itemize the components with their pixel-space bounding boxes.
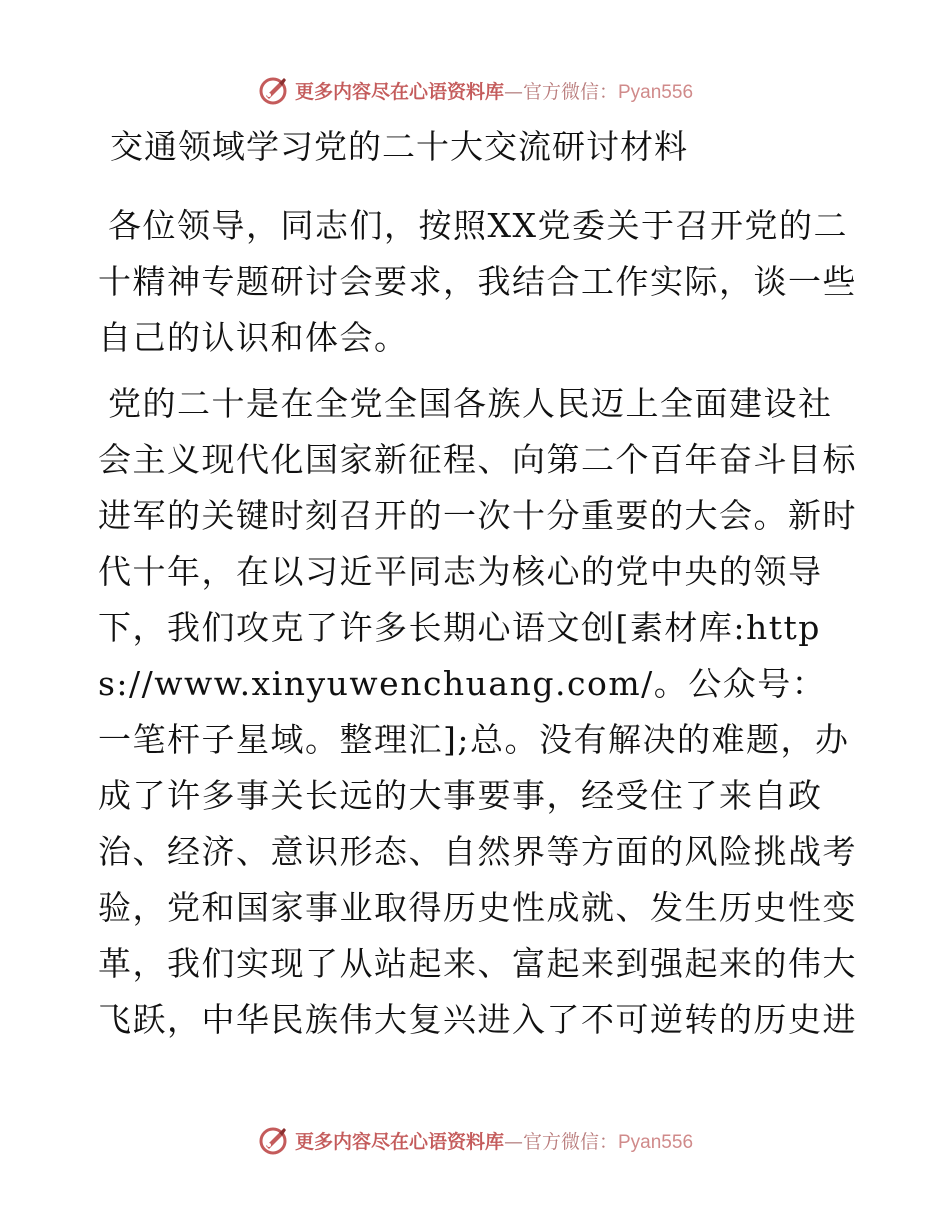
document-title: 交通领域学习党的二十大交流研讨材料 (110, 127, 688, 166)
watermark-id: Pyan556 (618, 1131, 694, 1153)
document-body (98, 122, 858, 1048)
watermark-text (295, 77, 693, 104)
watermark-id: Pyan556 (618, 81, 694, 103)
paragraph-1: 各位领导，同志们，按照XX党委关于召开党的二十精神专题研讨会要求，我结合工作实际，谈一些自己的认识和体会。 (98, 206, 857, 357)
watermark-text (295, 1127, 693, 1154)
brand-logo-icon (257, 74, 289, 106)
watermark-dash: — (503, 80, 523, 103)
paragraph-2: 党的二十是在全党全国各族人民迈上全面建设社会主义现代化国家新征程、向第二个百年奋斗目标进军的关键时刻召开的一次十分重要的大会。新时代十年，在以习近平同志为核心的党中央的领导下，我们攻克了许多长期心语文创[素材库:https://www.xinyuwenchuang.com/。公众号：一笔杆子星域。整理汇];总。没有解决的难题，办成了许多事关长远的大事要事，经受住了来自政治、经济、意识形态、自然界等方面的风险挑战考验，党和国家事业取得历史性成就、发生历史性变革，我们实现了从站起来、富起来到强起来的伟大飞跃，中华民族伟大复兴进入了不可逆转的历史进 (98, 384, 857, 1039)
header-watermark (0, 70, 950, 110)
brand-logo-icon (257, 1124, 289, 1156)
watermark-sub: 官方微信： (522, 1130, 618, 1153)
watermark-main: 更多内容尽在心语资料库 (294, 80, 504, 103)
watermark-main: 更多内容尽在心语资料库 (294, 1130, 504, 1153)
footer-watermark (0, 1120, 950, 1160)
watermark-dash: — (503, 1130, 523, 1153)
watermark-sub: 官方微信： (522, 80, 618, 103)
